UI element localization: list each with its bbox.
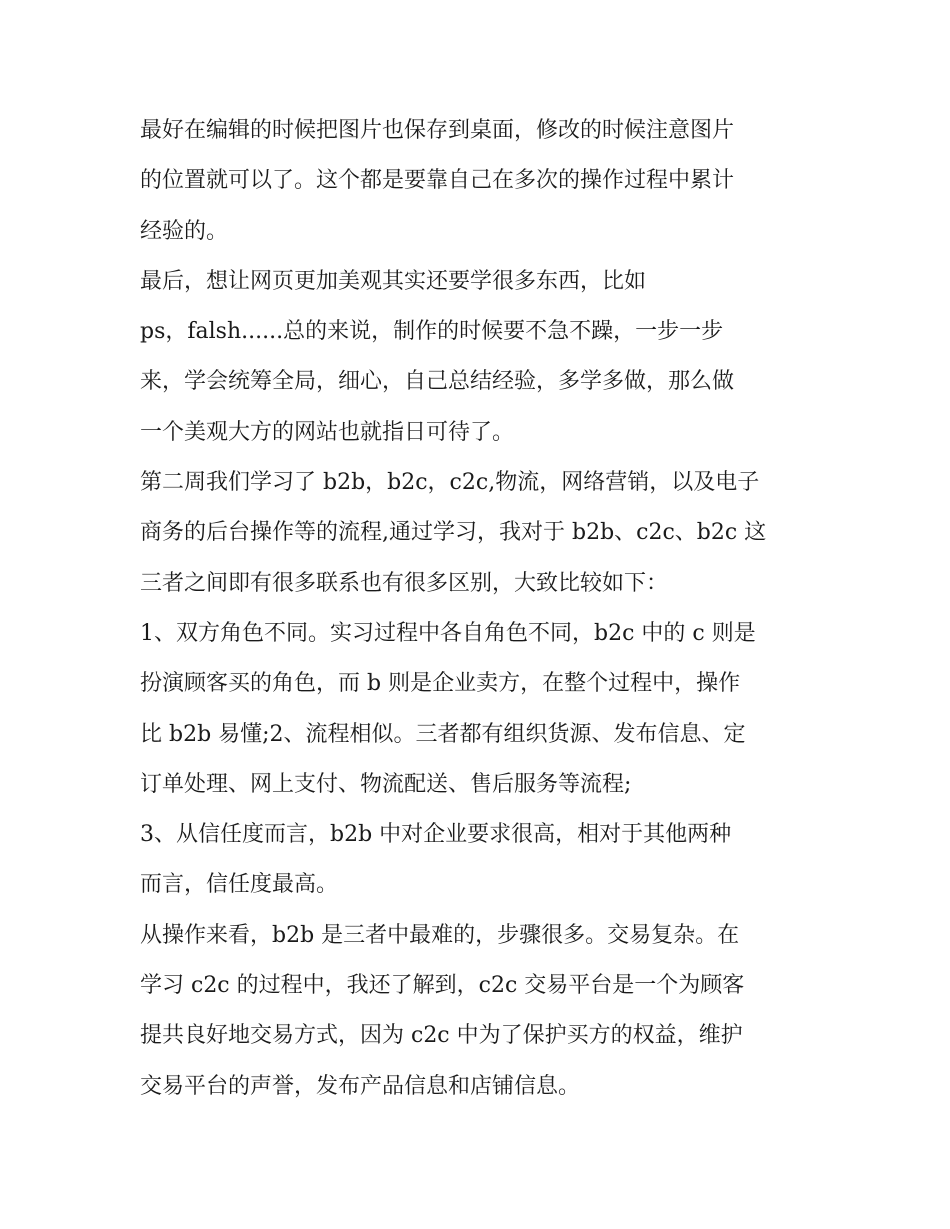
text-line: 交易平台的声誉，发布产品信息和店铺信息。 [140,1073,581,1099]
body-text [140,106,820,1112]
text-line: 1、双方角色不同。实习过程中各自角色不同，b2c 中的 c 则是 [140,620,756,646]
text-line: 学习 c2c 的过程中，我还了解到，c2c 交易平台是一个为顾客 [140,973,745,999]
text-line: 扮演顾客买的角色，而 b 则是企业卖方，在整个过程中，操作 [140,671,741,697]
text-line: 从操作来看，b2b 是三者中最难的，步骤很多。交易复杂。在 [140,922,740,948]
text-line: 提共良好地交易方式，因为 c2c 中为了保护买方的权益，维护 [140,1023,743,1049]
text-line: 3、从信任度而言，b2b 中对企业要求很高，相对于其他两种 [140,822,732,848]
text-line: 比 b2b 易懂;2、流程相似。三者都有组织货源、发布信息、定 [140,721,746,747]
text-line: 商务的后台操作等的流程,通过学习，我对于 b2b、c2c、b2c 这 [140,520,767,546]
text-line: 而言，信任度最高。 [140,872,339,898]
text-line: 最好在编辑的时候把图片也保存到桌面，修改的时候注意图片 [140,118,735,143]
text-line: 最后，想让网页更加美观其实还要学很多东西，比如 [140,268,647,294]
text-line: 三者之间即有很多联系也有很多区别，大致比较如下： [140,570,669,596]
text-line: 经验的。 [140,218,229,244]
text-line: 第二周我们学习了 b2b，b2c，c2c,物流，网络营销，以及电子 [140,470,760,496]
text-line: 的位置就可以了。这个都是要靠自己在多次的操作过程中累计 [140,168,735,194]
text-line: 来，学会统筹全局，细心，自己总结经验，多学多做，那么做 [140,369,735,395]
text-line: 订单处理、网上支付、物流配送、售后服务等流程; [140,771,632,797]
text-line: 一个美观大方的网站也就指日可待了。 [140,419,515,445]
text-line: ps，falsh......总的来说，制作的时候要不急不躁，一步一步 [140,319,724,345]
